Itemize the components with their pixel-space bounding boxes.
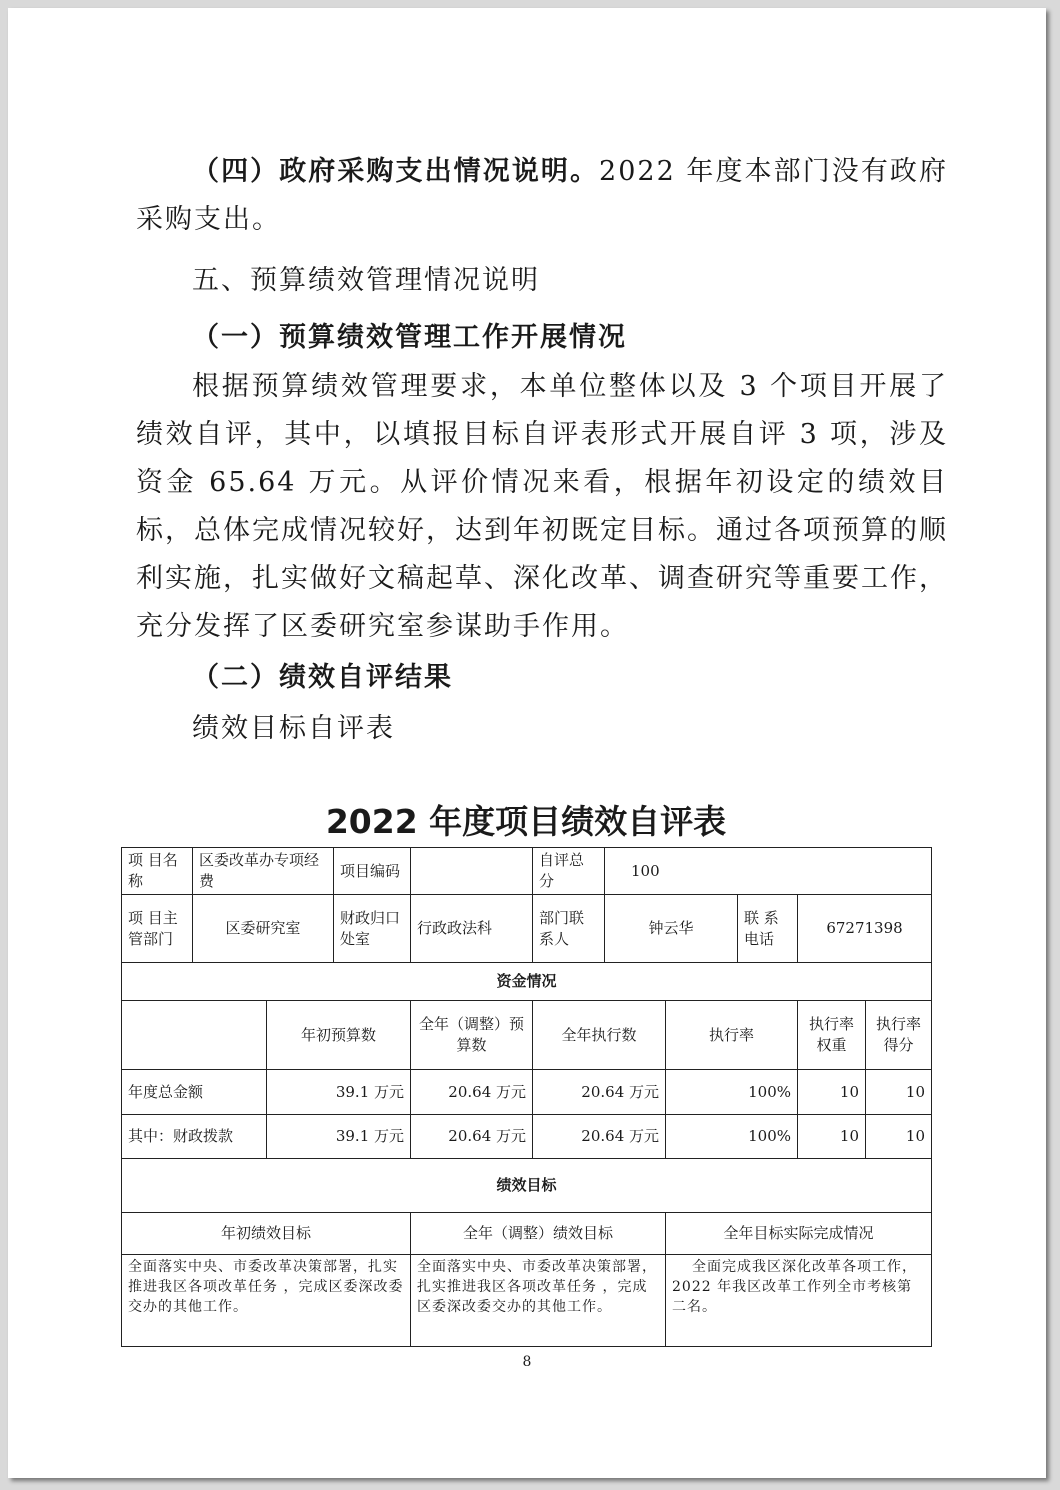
contact-label: 部门联系人 (533, 895, 605, 963)
procurement-text: 2022 年度本部门没有政府采购支出。 (136, 156, 949, 235)
goals-col-initial: 年初绩效目标 (122, 1213, 411, 1255)
funds-col-rate: 执行率 (666, 1001, 798, 1070)
table-row (122, 1070, 932, 1115)
funds-initial: 39.1 万元 (267, 1115, 411, 1159)
goals-col-adjusted: 全年（调整）绩效目标 (411, 1213, 666, 1255)
funds-weight: 10 (798, 1115, 866, 1159)
score-label: 自评总分 (533, 848, 605, 895)
paragraph-performance: 根据预算绩效管理要求，本单位整体以及 3 个项目开展了绩效自评，其中，以填报目标自评表形式开展自评 3 项，涉及资金 65.64 万元。从评价情况来看，根据年初设定的绩效目标，总体完成情况较好，达到年初既定目标。通过各项预算的顺利实施，扎实做好文稿起草、深化改革、调查研究等重要工作，充分发挥了区委研究室参谋助手作用。 (136, 371, 948, 642)
funds-col-score: 执行率得分 (866, 1001, 932, 1070)
funds-score: 10 (866, 1115, 932, 1159)
funds-executed: 20.64 万元 (533, 1070, 666, 1115)
dept-name: 区委研究室 (193, 895, 334, 963)
funds-initial: 39.1 万元 (267, 1070, 411, 1115)
total-score: 100 (605, 848, 932, 895)
finance-dept-label: 财政归口处室 (334, 895, 411, 963)
table-row (122, 895, 932, 963)
funds-score: 10 (866, 1070, 932, 1115)
funds-col-adjusted: 全年（调整）预算数 (411, 1001, 533, 1070)
section-heading-5: 五、预算绩效管理情况说明 (192, 265, 540, 296)
funds-col-weight: 执行率权重 (798, 1001, 866, 1070)
funds-rate: 100% (666, 1070, 798, 1115)
goals-col-actual: 全年目标实际完成情况 (666, 1213, 932, 1255)
procurement-heading: （四）政府采购支出情况说明。 (192, 156, 600, 187)
paragraph-procurement (136, 148, 948, 244)
goal-adjusted-text: 全面落实中央、市委改革决策部署，扎实推进我区各项改革任务 ，完成区委深改委交办的其他工作。 (411, 1255, 666, 1347)
funds-row-label: 年度总金额 (122, 1070, 267, 1115)
funds-col-initial: 年初预算数 (267, 1001, 411, 1070)
goal-actual-text: 全面完成我区深化改革各项工作，2022 年我区改革工作列全市考核第二名。 (666, 1255, 932, 1347)
funds-col-executed: 全年执行数 (533, 1001, 666, 1070)
table-row (122, 1159, 932, 1213)
funds-section-header: 资金情况 (122, 963, 932, 1001)
table-title: 2022 年度项目绩效自评表 (325, 802, 727, 841)
table-row (122, 1115, 932, 1159)
phone-label: 联 系电话 (738, 895, 798, 963)
goals-section-header: 绩效目标 (122, 1159, 932, 1213)
subsection-heading-5-2: （二）绩效自评结果 (192, 662, 453, 693)
goal-initial-text: 全面落实中央、市委改革决策部署，扎实推进我区各项改革任务 ，完成区委深改委交办的其他工作。 (122, 1255, 411, 1347)
funds-header-blank (122, 1001, 267, 1070)
page-number: 8 (522, 1354, 532, 1370)
project-name: 区委改革办专项经费 (193, 848, 334, 895)
table-row (122, 1001, 932, 1070)
table-row (122, 1255, 932, 1347)
performance-table (121, 847, 932, 1347)
funds-rate: 100% (666, 1115, 798, 1159)
funds-adjusted: 20.64 万元 (411, 1115, 533, 1159)
table-row (122, 963, 932, 1001)
funds-row-label: 其中：财政拨款 (122, 1115, 267, 1159)
project-code-label: 项目编码 (334, 848, 411, 895)
phone-number: 67271398 (798, 895, 932, 963)
project-name-label: 项 目名称 (122, 848, 193, 895)
dept-label: 项 目主 管部门 (122, 895, 193, 963)
table-row (122, 1213, 932, 1255)
table-caption: 绩效目标自评表 (192, 713, 395, 744)
table-row (122, 848, 932, 895)
finance-dept: 行政政法科 (411, 895, 533, 963)
funds-adjusted: 20.64 万元 (411, 1070, 533, 1115)
funds-executed: 20.64 万元 (533, 1115, 666, 1159)
contact-person: 钟云华 (605, 895, 738, 963)
funds-weight: 10 (798, 1070, 866, 1115)
project-code (411, 848, 533, 895)
subsection-heading-5-1: （一）预算绩效管理工作开展情况 (192, 322, 627, 353)
document-page (8, 8, 1046, 1478)
